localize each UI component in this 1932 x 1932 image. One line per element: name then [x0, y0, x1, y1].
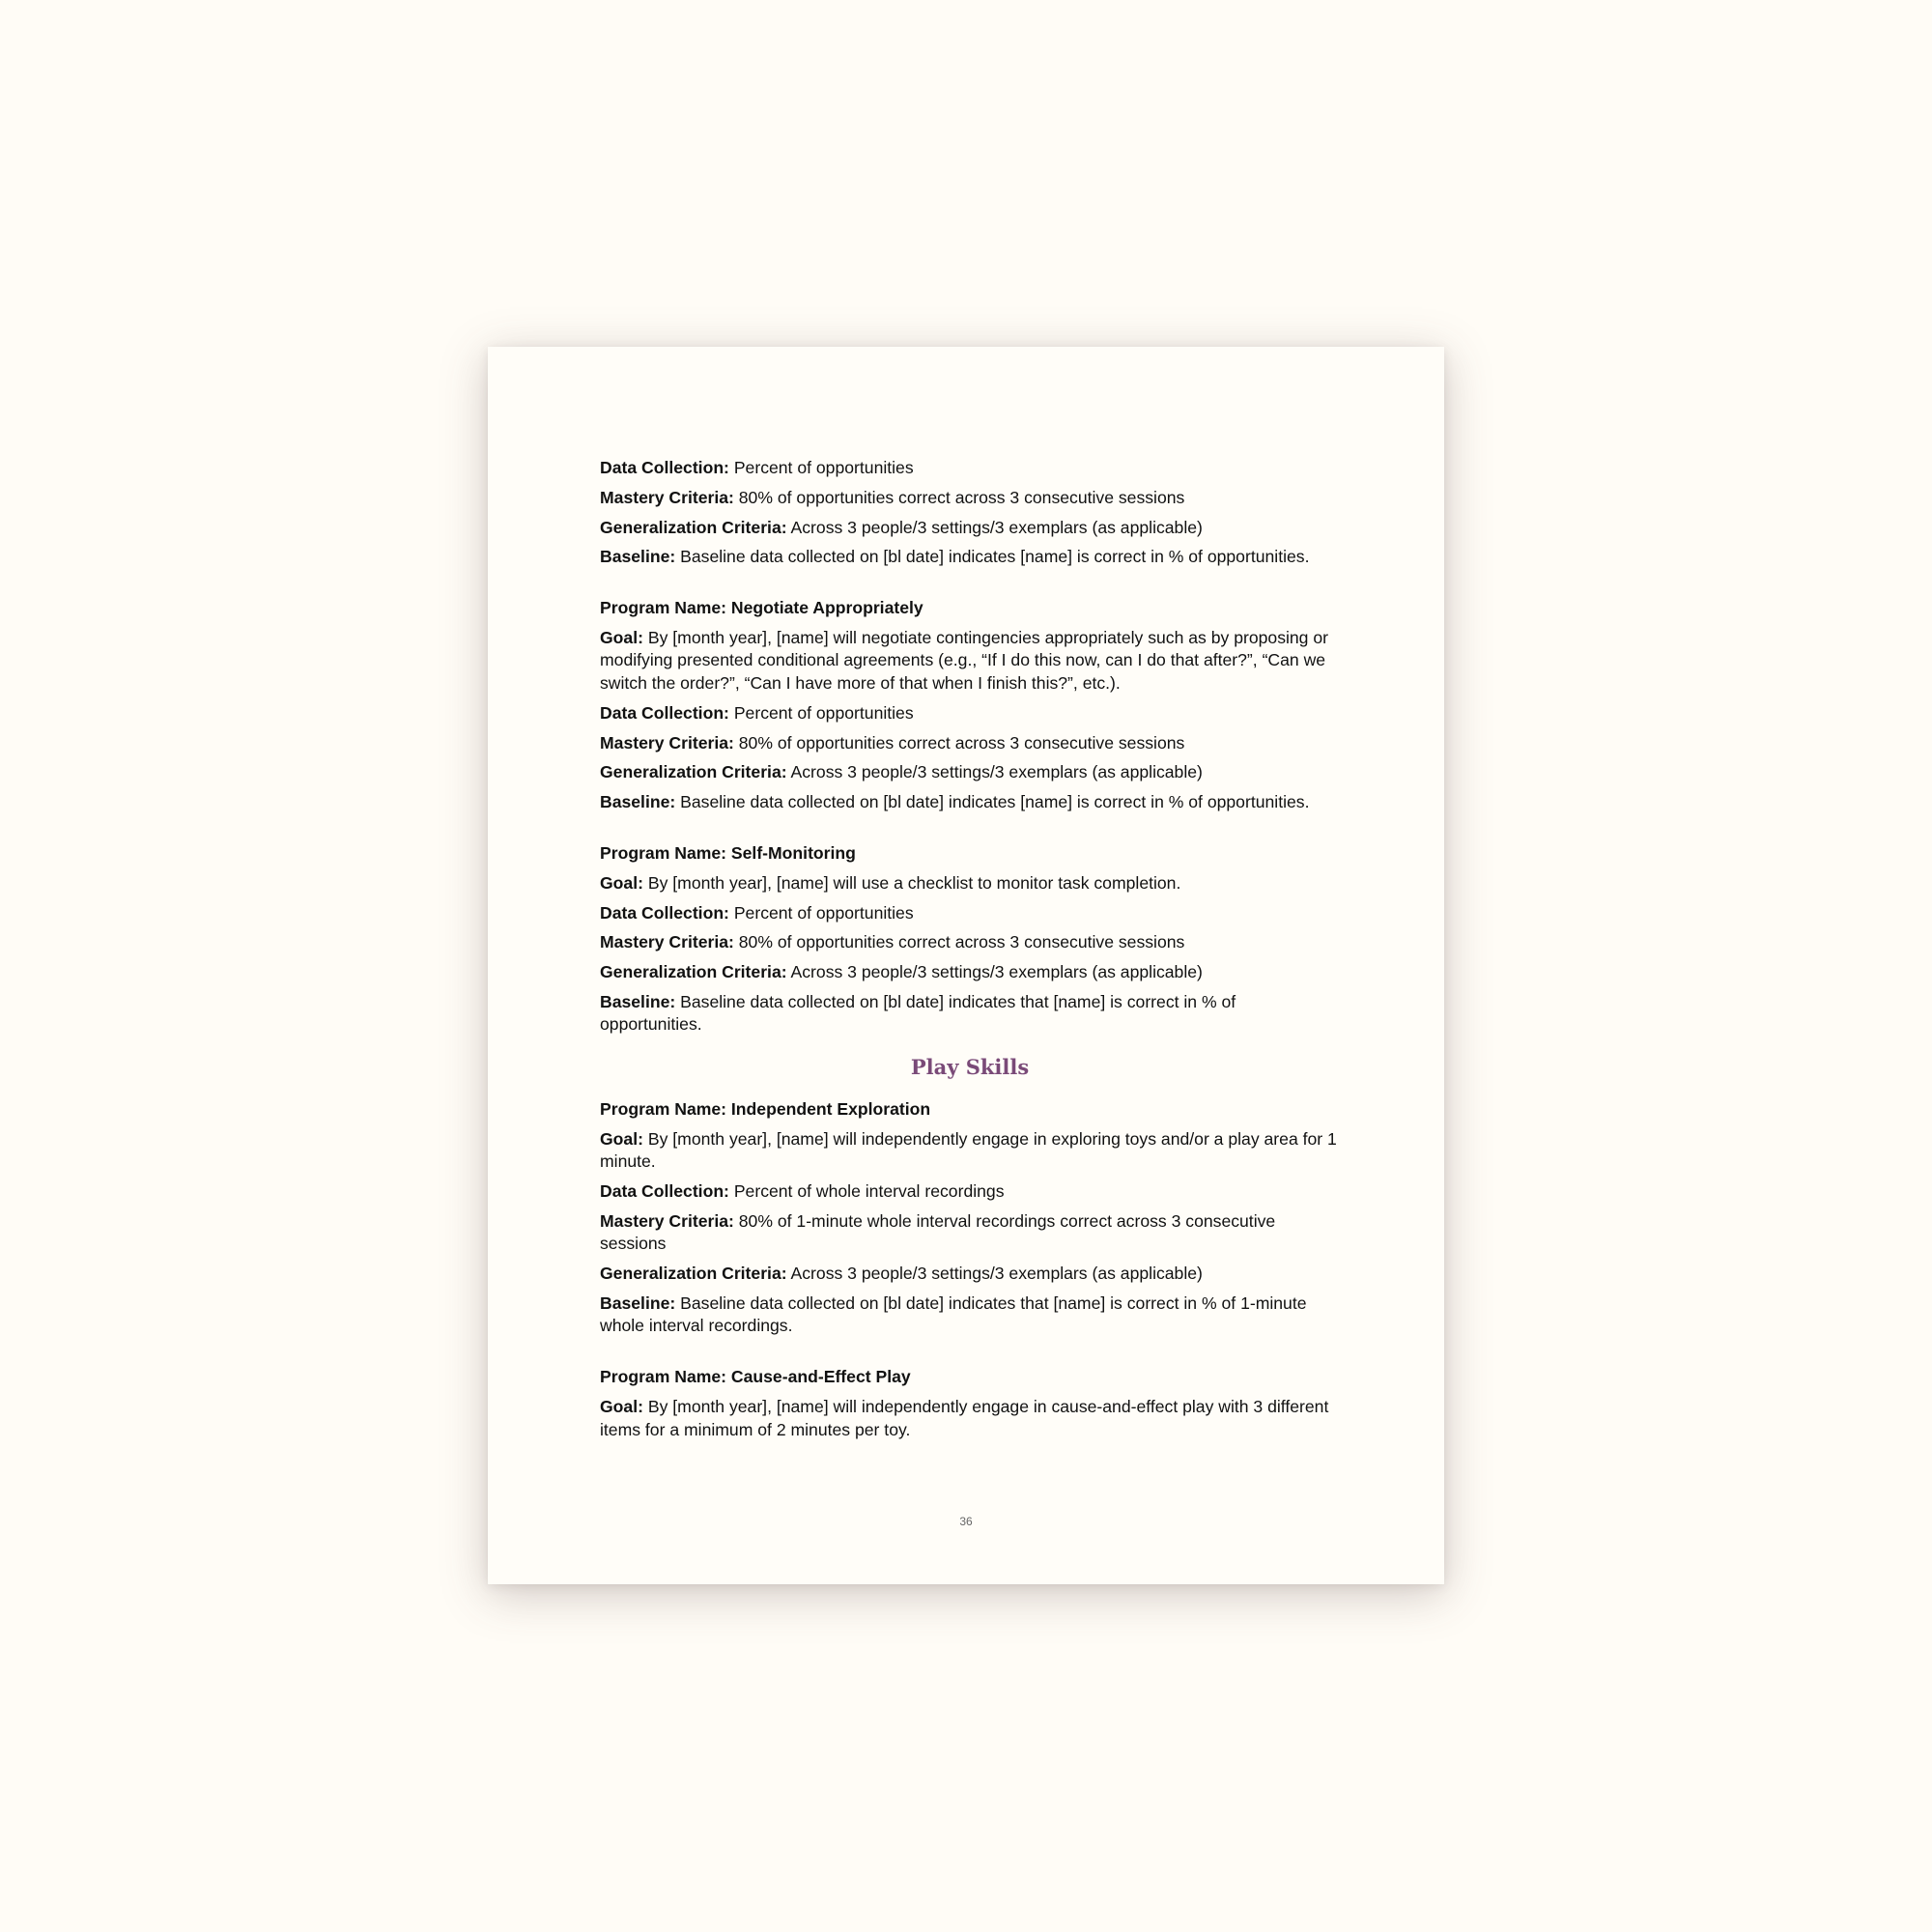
- mastery-criteria-label: Mastery Criteria:: [600, 932, 734, 952]
- baseline-label: Baseline:: [600, 547, 676, 567]
- goal-line: [600, 1396, 1340, 1441]
- baseline-label: Baseline:: [600, 991, 676, 1011]
- program-name: Program Name: Negotiate Appropriately: [600, 598, 923, 618]
- data-collection-label: Data Collection:: [600, 702, 729, 723]
- mastery-criteria-line: [600, 1210, 1340, 1256]
- mastery-criteria-label: Mastery Criteria:: [600, 1210, 734, 1231]
- goal-value: By [month year], [name] will independently engage in exploring toys and/or a play area for 1 minute.: [600, 1128, 1337, 1172]
- block-spacer: [600, 576, 1340, 597]
- program-name: Program Name: Self-Monitoring: [600, 842, 856, 863]
- section-heading-play-skills: Play Skills: [910, 1054, 1030, 1079]
- page-number: 36: [959, 1515, 973, 1528]
- baseline-value: Baseline data collected on [bl date] indicates [name] is correct in % of opportunities.: [680, 547, 1310, 567]
- program-self-monitoring: [600, 842, 1340, 1037]
- baseline-value: Baseline data collected on [bl date] indicates [name] is correct in % of opportunities.: [680, 792, 1310, 812]
- generalization-criteria-line: [600, 1263, 1340, 1286]
- mastery-criteria-label: Mastery Criteria:: [600, 732, 734, 753]
- generalization-criteria-label: Generalization Criteria:: [600, 762, 787, 782]
- goal-label: Goal:: [600, 1397, 643, 1417]
- block-spacer: [600, 1345, 1340, 1366]
- baseline-value: Baseline data collected on [bl date] indicates that [name] is correct in % of 1-minute whole interval recordings.: [600, 1293, 1307, 1336]
- mastery-criteria-line: [600, 931, 1340, 954]
- mastery-criteria-value: 80% of 1-minute whole interval recordings correct across 3 consecutive sessions: [600, 1210, 1276, 1254]
- block-spacer: [600, 821, 1340, 842]
- generalization-criteria-line: [600, 961, 1340, 984]
- program-cause-and-effect-play: [600, 1366, 1340, 1441]
- baseline-line: [600, 791, 1340, 814]
- data-collection-line: [600, 702, 1340, 725]
- page-content: [600, 457, 1340, 1448]
- goal-value: By [month year], [name] will use a checklist to monitor task completion.: [647, 872, 1181, 893]
- data-collection-line: [600, 902, 1340, 925]
- data-collection-value: Percent of opportunities: [733, 458, 914, 477]
- generalization-criteria-line: [600, 517, 1340, 540]
- generalization-criteria-label: Generalization Criteria:: [600, 1264, 787, 1284]
- program-name: Program Name: Independent Exploration: [600, 1098, 931, 1119]
- goal-value: By [month year], [name] will negotiate contingencies appropriately such as by proposing or modifying presented conditional agreements (e.g., “If I do this now, can I do that after?”, “Can we switch the order?”, “Can I have more of that when I finish this?”, etc.).: [600, 627, 1328, 693]
- mastery-criteria-line: [600, 732, 1340, 755]
- generalization-criteria-value: Across 3 people/3 settings/3 exemplars (as applicable): [790, 762, 1203, 782]
- generalization-criteria-value: Across 3 people/3 settings/3 exemplars (as applicable): [790, 517, 1203, 537]
- generalization-criteria-value: Across 3 people/3 settings/3 exemplars (as applicable): [790, 1264, 1203, 1284]
- baseline-line: [600, 1293, 1340, 1338]
- program-independent-exploration: [600, 1098, 1340, 1338]
- generalization-criteria-label: Generalization Criteria:: [600, 962, 787, 982]
- data-collection-value: Percent of whole interval recordings: [733, 1181, 1005, 1202]
- mastery-criteria-label: Mastery Criteria:: [600, 487, 734, 507]
- mastery-criteria-value: 80% of opportunities correct across 3 consecutive sessions: [738, 732, 1185, 753]
- baseline-line: [600, 991, 1340, 1037]
- data-collection-line: [600, 457, 1340, 480]
- goal-line: [600, 1128, 1340, 1174]
- mastery-criteria-value: 80% of opportunities correct across 3 consecutive sessions: [738, 932, 1185, 952]
- program-negotiate-appropriately: [600, 597, 1340, 813]
- goal-label: Goal:: [600, 872, 643, 893]
- data-collection-value: Percent of opportunities: [733, 702, 914, 723]
- baseline-value: Baseline data collected on [bl date] indicates that [name] is correct in % of opportunities.: [600, 991, 1236, 1035]
- goal-line: [600, 872, 1340, 895]
- baseline-label: Baseline:: [600, 1293, 676, 1313]
- generalization-criteria-line: [600, 761, 1340, 784]
- goal-value: By [month year], [name] will independently engage in cause-and-effect play with 3 different items for a minimum of 2 minutes per toy.: [600, 1397, 1329, 1439]
- baseline-line: [600, 546, 1340, 569]
- program-name: Program Name: Cause-and-Effect Play: [600, 1367, 911, 1387]
- document-page: [488, 347, 1444, 1584]
- goal-line: [600, 627, 1340, 696]
- data-collection-label: Data Collection:: [600, 902, 729, 923]
- mastery-criteria-value: 80% of opportunities correct across 3 consecutive sessions: [738, 487, 1185, 507]
- top-program-block: [600, 457, 1340, 569]
- data-collection-line: [600, 1180, 1340, 1204]
- goal-label: Goal:: [600, 1128, 643, 1149]
- data-collection-value: Percent of opportunities: [733, 902, 914, 923]
- mastery-criteria-line: [600, 487, 1340, 510]
- data-collection-label: Data Collection:: [600, 1181, 729, 1202]
- data-collection-label: Data Collection:: [600, 458, 729, 477]
- generalization-criteria-value: Across 3 people/3 settings/3 exemplars (as applicable): [790, 962, 1203, 982]
- baseline-label: Baseline:: [600, 792, 676, 812]
- goal-label: Goal:: [600, 627, 643, 647]
- generalization-criteria-label: Generalization Criteria:: [600, 517, 787, 537]
